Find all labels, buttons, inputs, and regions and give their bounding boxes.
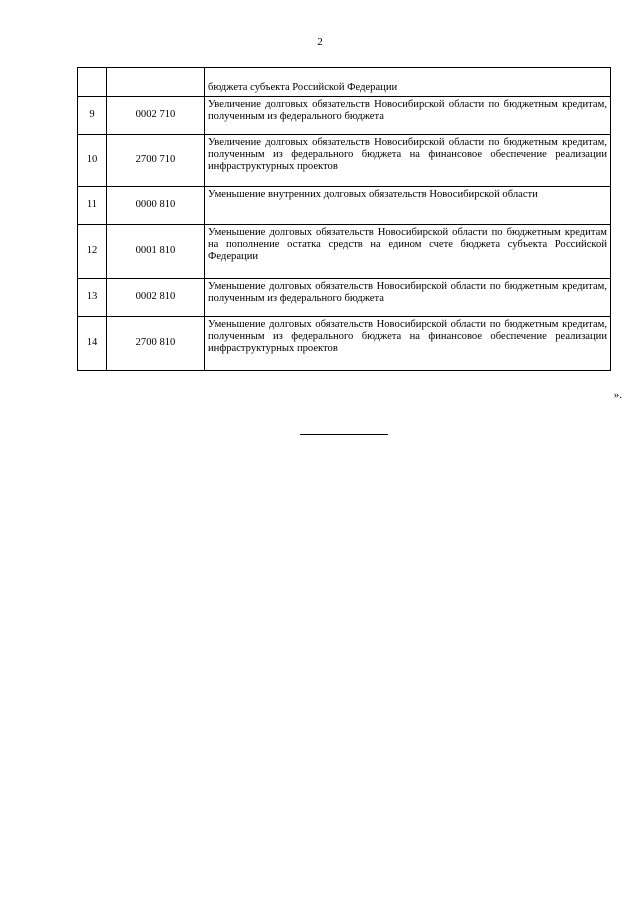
code-cell: 2700 810 [107, 317, 205, 371]
table-row [78, 279, 611, 317]
page-number: 2 [317, 36, 323, 48]
description-cell: Уменьшение долговых обязательств Новосибирской области по бюджетным кредитам на пополнение остатка средств на едином счете бюджета субъекта Российской Федерации [205, 225, 611, 279]
row-number-cell: 10 [78, 135, 107, 187]
code-cell: 0000 810 [107, 187, 205, 225]
code-cell [107, 68, 205, 97]
table-row [78, 187, 611, 225]
code-cell: 0002 810 [107, 279, 205, 317]
budget-codes-table [77, 67, 611, 371]
table-row [78, 225, 611, 279]
row-number-cell: 11 [78, 187, 107, 225]
code-cell: 0002 710 [107, 97, 205, 135]
row-number-cell: 9 [78, 97, 107, 135]
description-cell: Увеличение долговых обязательств Новосибирской области по бюджетным кредитам, полученным из федерального бюджета на финансовое обеспечение реализации инфраструктурных проектов [205, 135, 611, 187]
row-number-cell [78, 68, 107, 97]
row-number-cell: 12 [78, 225, 107, 279]
table-row [78, 68, 611, 97]
closing-quote-mark: ». [613, 389, 622, 401]
row-number-cell: 14 [78, 317, 107, 371]
row-number-cell: 13 [78, 279, 107, 317]
description-cell: бюджета субъекта Российской Федерации [205, 68, 611, 97]
code-cell: 0001 810 [107, 225, 205, 279]
table-row [78, 317, 611, 371]
separator-line [300, 434, 388, 435]
code-cell: 2700 710 [107, 135, 205, 187]
description-cell: Увеличение долговых обязательств Новосибирской области по бюджетным кредитам, полученным из федерального бюджета [205, 97, 611, 135]
description-cell: Уменьшение долговых обязательств Новосибирской области по бюджетным кредитам, полученным из федерального бюджета [205, 279, 611, 317]
description-cell: Уменьшение внутренних долговых обязательств Новосибирской области [205, 187, 611, 225]
table-row [78, 97, 611, 135]
description-cell: Уменьшение долговых обязательств Новосибирской области по бюджетным кредитам, полученным из федерального бюджета на финансовое обеспечение реализации инфраструктурных проектов [205, 317, 611, 371]
table-row [78, 135, 611, 187]
